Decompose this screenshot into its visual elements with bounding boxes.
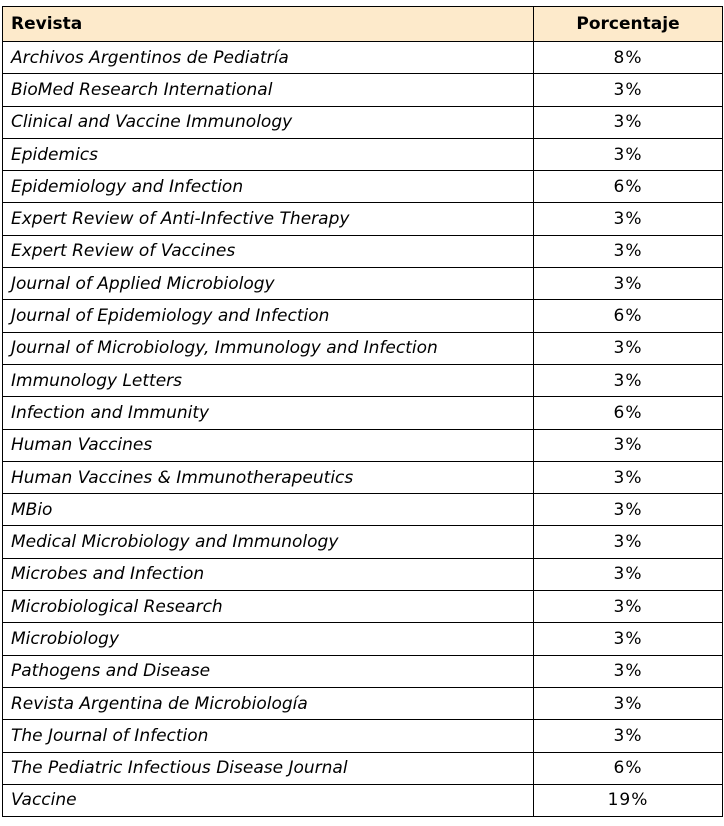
- percentage-cell: 3%: [534, 138, 723, 170]
- table-row: [3, 364, 723, 396]
- journal-name-cell: Medical Microbiology and Immunology: [3, 526, 534, 558]
- percentage-cell: 3%: [534, 720, 723, 752]
- percentage-cell: 3%: [534, 235, 723, 267]
- journal-name-cell: Revista Argentina de Microbiología: [3, 687, 534, 719]
- table-row: [3, 74, 723, 106]
- percentage-cell: 3%: [534, 558, 723, 590]
- journal-name-cell: Epidemiology and Infection: [3, 171, 534, 203]
- journal-name-cell: Expert Review of Anti-Infective Therapy: [3, 203, 534, 235]
- percentage-cell: 3%: [534, 268, 723, 300]
- percentage-cell: 3%: [534, 203, 723, 235]
- table-body: [3, 42, 723, 817]
- table-row: [3, 655, 723, 687]
- table-row: [3, 494, 723, 526]
- table-row: [3, 752, 723, 784]
- percentage-cell: 19%: [534, 784, 723, 816]
- header-row: [3, 7, 723, 42]
- journal-name-cell: BioMed Research International: [3, 74, 534, 106]
- table-row: [3, 171, 723, 203]
- journal-name-cell: Journal of Epidemiology and Infection: [3, 300, 534, 332]
- table-header: [3, 7, 723, 42]
- journal-name-cell: Microbes and Infection: [3, 558, 534, 590]
- header-percentage: Porcentaje: [534, 7, 723, 42]
- table-row: [3, 623, 723, 655]
- table-row: [3, 429, 723, 461]
- journal-name-cell: Journal of Applied Microbiology: [3, 268, 534, 300]
- percentage-cell: 3%: [534, 461, 723, 493]
- table-row: [3, 42, 723, 74]
- table-row: [3, 397, 723, 429]
- table-row: [3, 687, 723, 719]
- percentage-cell: 3%: [534, 655, 723, 687]
- table-row: [3, 591, 723, 623]
- table-row: [3, 461, 723, 493]
- table-row: [3, 106, 723, 138]
- percentage-cell: 3%: [534, 364, 723, 396]
- percentage-cell: 3%: [534, 526, 723, 558]
- journal-name-cell: Human Vaccines & Immunotherapeutics: [3, 461, 534, 493]
- percentage-cell: 3%: [534, 106, 723, 138]
- journal-name-cell: Microbiology: [3, 623, 534, 655]
- table-row: [3, 203, 723, 235]
- journal-percentage-table: [2, 6, 723, 817]
- percentage-cell: 8%: [534, 42, 723, 74]
- table-row: [3, 138, 723, 170]
- percentage-cell: 3%: [534, 429, 723, 461]
- percentage-cell: 3%: [534, 687, 723, 719]
- percentage-cell: 3%: [534, 74, 723, 106]
- journal-name-cell: Epidemics: [3, 138, 534, 170]
- table-row: [3, 235, 723, 267]
- journal-name-cell: Archivos Argentinos de Pediatría: [3, 42, 534, 74]
- journal-name-cell: MBio: [3, 494, 534, 526]
- table-row: [3, 526, 723, 558]
- journal-name-cell: The Journal of Infection: [3, 720, 534, 752]
- journal-name-cell: Vaccine: [3, 784, 534, 816]
- journal-name-cell: Human Vaccines: [3, 429, 534, 461]
- journal-table-container: [2, 6, 723, 817]
- header-journal: Revista: [3, 7, 534, 42]
- percentage-cell: 6%: [534, 171, 723, 203]
- percentage-cell: 3%: [534, 591, 723, 623]
- percentage-cell: 6%: [534, 752, 723, 784]
- table-row: [3, 268, 723, 300]
- percentage-cell: 6%: [534, 300, 723, 332]
- journal-name-cell: The Pediatric Infectious Disease Journal: [3, 752, 534, 784]
- percentage-cell: 3%: [534, 623, 723, 655]
- journal-name-cell: Expert Review of Vaccines: [3, 235, 534, 267]
- journal-name-cell: Pathogens and Disease: [3, 655, 534, 687]
- journal-name-cell: Infection and Immunity: [3, 397, 534, 429]
- journal-name-cell: Clinical and Vaccine Immunology: [3, 106, 534, 138]
- journal-name-cell: Journal of Microbiology, Immunology and Infection: [3, 332, 534, 364]
- table-row: [3, 784, 723, 816]
- table-row: [3, 332, 723, 364]
- table-row: [3, 720, 723, 752]
- journal-name-cell: Immunology Letters: [3, 364, 534, 396]
- table-row: [3, 300, 723, 332]
- percentage-cell: 3%: [534, 494, 723, 526]
- journal-name-cell: Microbiological Research: [3, 591, 534, 623]
- table-row: [3, 558, 723, 590]
- percentage-cell: 6%: [534, 397, 723, 429]
- percentage-cell: 3%: [534, 332, 723, 364]
